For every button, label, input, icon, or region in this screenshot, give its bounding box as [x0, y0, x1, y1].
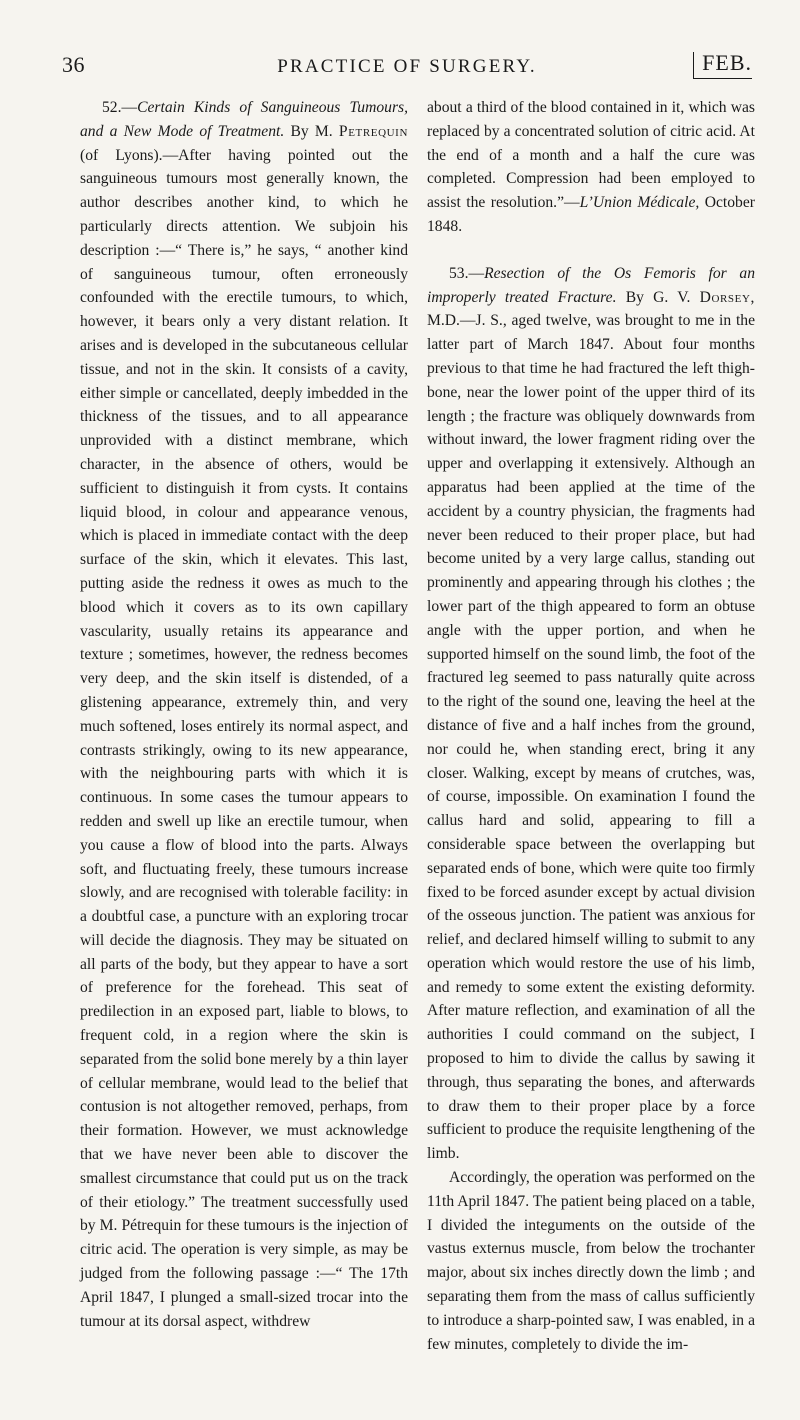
article-52-author: Petrequin: [338, 122, 408, 140]
running-title: PRACTICE OF SURGERY.: [277, 56, 537, 77]
article-52-source-date: October 1848.: [427, 194, 755, 235]
article-53-paragraph-2: [427, 1166, 755, 1356]
running-month: FEB.: [693, 52, 752, 79]
article-52-number: 52.—: [102, 99, 138, 116]
article-52-continuation: [427, 96, 755, 239]
article-52-text-b: about a third of the blood contained in it, which was replaced by a concentrated solution of citric acid. At the end of a month and a half the cure was completed. Compression had been employed to assist the resolution.”—: [427, 99, 755, 212]
article-53-title: Resection of the Os Femoris for an improperly treated Fracture.: [427, 264, 755, 306]
article-53-by: By G. V.: [625, 288, 691, 306]
article-53-paragraph: [427, 262, 755, 1166]
article-53-text-a: M.D.—J. S., aged twelve, was brought to me in the latter part of March 1847. About four months previous to that time he had fractured the left thigh-bone, near the lower point of the upper third of its length ; the fracture was obliquely downwards from without inward, the lower fragment riding over the upper and overlapping it extensively. Although an apparatus had been applied at the time of the accident by a country physician, the fragments had never been reduced to their proper place, but had become united by a very large callus, standing out prominently and appearing through his clothes ; the lower part of the thigh appeared to form an obtuse angle with the upper portion, and when he supported himself on the sound limb, the foot of the fractured leg seemed to pass naturally quite across to the right of the sound one, leaving the heel at the distance of five and a half inches from the ground, nor could he, when standing erect, bring it any closer. Walking, except by means of crutches, was, of course, impossible. On examination I found the callus hard and solid, appearing to fill a considerable space between the overlapping but separated ends of bone, which were quite too firmly fixed to be forced asunder except by actual division of the osseous junction. The patient was anxious for relief, and declared himself willing to submit to any operation which would restore the use of his limb, and remedy to some extent the existing deformity. After mature reflection, and examination of all the authorities I could command on the subject, I proposed to him to divide the callus by sawing it through, thus separating the bones, and afterwards to draw them to their proper place by a force sufficient to produce the requisite lengthening of the limb.: [427, 312, 755, 1163]
page-number: 36: [62, 52, 85, 77]
article-52-source: L’Union Médicale,: [579, 194, 700, 212]
article-52-by: By M.: [290, 122, 333, 140]
article-53-text-b: Accordingly, the operation was performed on the 11th April 1847. The patient being placed on a table, I divided the integuments on the outside of the vastus externus muscle, from below the trochanter major, about six inches directly down the limb ; and separating them from the mass of callus sufficiently to introduce a sharp-pointed saw, I was enabled, in a few minutes, completely to divide the im-: [427, 1169, 755, 1353]
left-column: [80, 96, 408, 1333]
page-header: [62, 44, 752, 84]
article-53-author: Dorsey,: [699, 288, 755, 306]
article-53-number: 53.—: [449, 264, 485, 282]
article-52-paragraph: [80, 96, 408, 1333]
article-52-title: Certain Kinds of Sanguineous Tumours, and a New Mode of Treatment.: [80, 99, 408, 140]
right-column: [427, 96, 755, 1356]
article-52-text-a: (of Lyons).—After having pointed out the sanguineous tumours most generally known, the author describes another kind, to which he particularly directs attention. We subjoin his description :—“ There is,” he says, “ another kind of sanguineous tumour, often erroneously confounded with the erectile tumours, to which, however, it bears only a very distant relation. It arises and is developed in the subcutaneous cellular tissue, and not in the skin. It consists of a cavity, either simple or cancellated, deeply imbedded in the thickness of the tissues, and to all appearance unprovided with a distinct membrane, which character, in the absence of others, would be sufficient to distinguish it from cysts. It contains liquid blood, in colour and appearance venous, which is placed in immediate contact with the deep surface of the skin, which it elevates. This last, putting aside the redness it owes as much to the blood which it covers as to its own capillary vascularity, usually retains its appearance and texture ; sometimes, however, the redness becomes very deep, and the skin itself is distended, of a glistening appearance, extremely thin, and very much softened, loses entirely its normal aspect, and contrasts strikingly, owing to its new appearance, with the neighbouring parts with which it is continuous. In some cases the tumour appears to redden and swell up like an erectile tumour, when you cause a flow of blood into the parts. Always soft, and fluctuating freely, these tumours increase slowly, and are recognised with tolerable facility: in a doubtful case, a puncture with an exploring trocar will decide the diagnosis. They may be situated on all parts of the body, but they appear to have a sort of preference for the forehead. This seat of predilection in an exposed part, liable to blows, to frequent cold, in a region where the skin is separated from the solid bone merely by a thin layer of cellular membrane, would lead to the belief that contusion is not altogether removed, perhaps, from their formation. However, we must acknowledge that we have never been able to discover the smallest circumstance that could put us on the track of their etiology.” The treatment successfully used by M. Pétrequin for these tumours is the injection of citric acid. The operation is very simple, as may be judged from the following passage :—“ The 17th April 1847, I plunged a small-sized trocar into the tumour at its dorsal aspect, withdrew: [80, 146, 408, 1330]
